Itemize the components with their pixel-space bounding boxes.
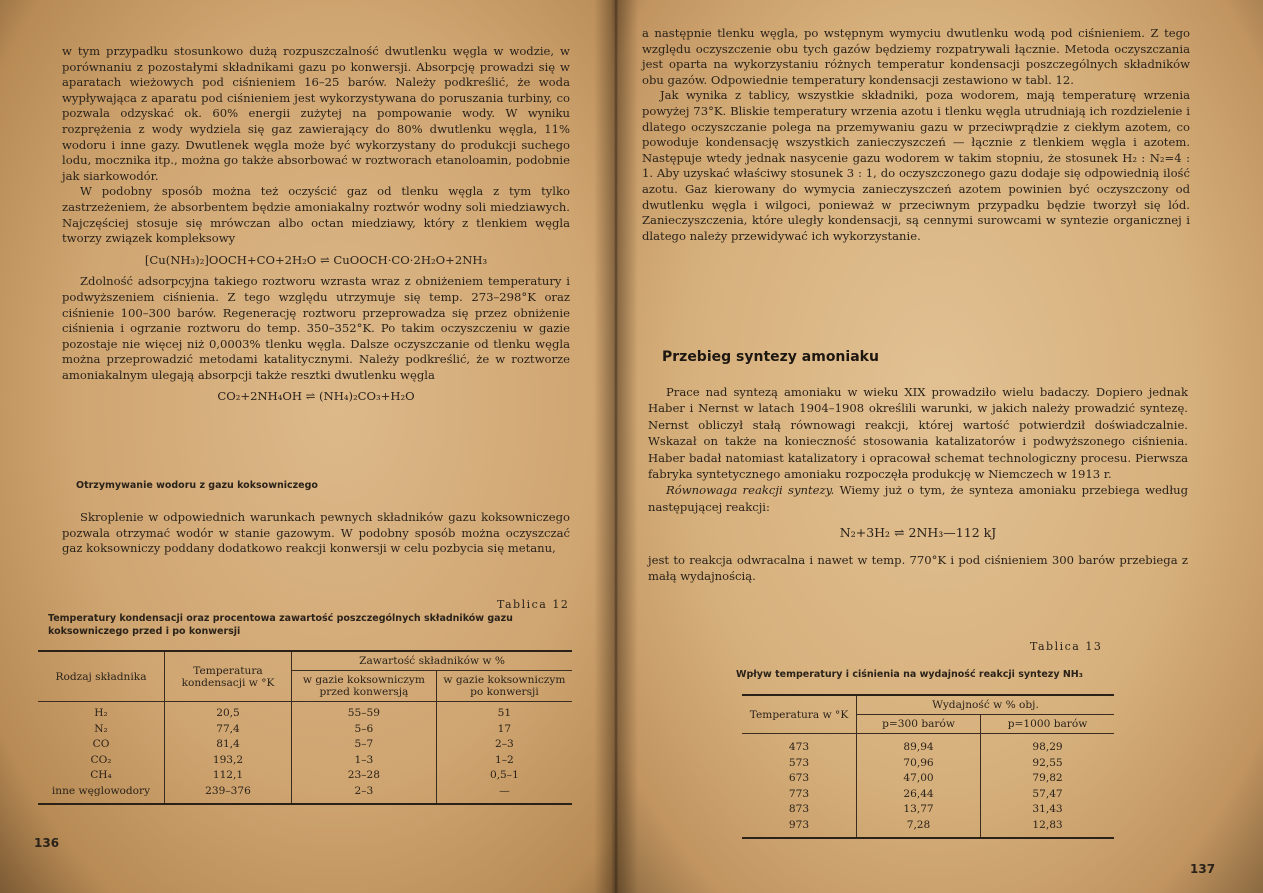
- t12-col-after: [436, 702, 572, 805]
- t13-header-p300: p=300 barów: [857, 715, 981, 734]
- t12-col-before: [292, 702, 437, 805]
- t12-cell: 239–376: [205, 784, 251, 797]
- t13-cell: 773: [788, 787, 810, 800]
- left-subheading: Otrzymywanie wodoru z gazu koksowniczego: [76, 480, 318, 491]
- t12-cell: N₂: [94, 722, 108, 735]
- left-body-text-2: [62, 510, 570, 557]
- t12-cell: 0,5–1: [489, 769, 519, 781]
- t12-cell: CH₄: [90, 769, 112, 781]
- t12-cell: 81,4: [216, 738, 240, 750]
- t12-cell: CO: [92, 738, 110, 750]
- t13-cell: 7,28: [906, 818, 931, 831]
- right-paragraph-4: [648, 482, 1188, 515]
- table-13-caption: Wpływ temperatury i ciśnienia na wydajność reakcji syntezy NH₃: [736, 669, 1083, 680]
- left-page: [0, 0, 612, 893]
- left-body-text: [62, 44, 570, 411]
- t12-cell: 1–3: [354, 753, 374, 766]
- t13-cell: 31,43: [1032, 803, 1063, 815]
- t12-header-after: w gazie koksowniczym po konwersji: [436, 671, 572, 702]
- left-paragraph-3: Zdolność adsorpcyjna takiego roztworu wzrasta wraz z obniżeniem temperatury i podwyższeniem ciśnienia. Z tego względu utrzymuje się temp. 273–298°K oraz ciśnienie 100–300 barów. Regenerację roztworu przeprowadza się przez obniżenie ciśnienia i ogrzanie roztworu do temp. 350–352°K. Po takim oczyszczeniu w gazie pozostaje nie więcej niż 0,0003% tlenku węgla. Dalsze oczyszczanie od tlenku węgla można przeprowadzić metodami katalitycznymi. Należy podkreślić, że w roztworze amoniakalnym ulegają absorpcji także resztki dwutlenku węgla: [62, 274, 570, 382]
- left-paragraph-4: Skroplenie w odpowiednich warunkach pewnych składników gazu koksowniczego pozwala otrzymać wodór w stanie gazowym. W podobny sposób można oczyszczać gaz koksowniczy poddany dodatkowo reakcji konwersji w celu pozbycia się metanu,: [62, 510, 570, 556]
- book-gutter: [594, 0, 638, 893]
- t13-cell: 973: [788, 818, 810, 831]
- t12-cell: 20,5: [216, 707, 240, 719]
- t12-cell: 17: [497, 722, 512, 735]
- t12-cell: 51: [497, 707, 512, 719]
- right-paragraph-2: Jak wynika z tablicy, wszystkie składniki, poza wodorem, mają temperaturę wrzenia powyżej 73°K. Bliskie temperatury wrzenia azotu i tlenku węgla utrudniają ich rozdzielenie i dlatego oczyszczanie polega na przemywaniu gazu w przeciwprądzie z ciekłym azotem, co powoduje kondensację wszystkich zanieczyszczeń — łącznie z tlenkiem węgla i azotem. Następuje wtedy jednak nasycenie gazu wodorem w takim stopniu, że stosunek H₂ : N₂=4 : 1. Aby uzyskać właściwy stosunek 3 : 1, do oczyszczonego gazu dodaje się odpowiednią ilość azotu. Gaz kierowany do wymycia zanieczyszczeń azotem powinien być oczyszczony od dwutlenku węgla i wilgoci, ponieważ w przeciwnym przypadku będzie tworzył się lód. Zanieczyszczenia, które uległy kondensacji, są cennymi surowcami w syntezie organicznej i dlatego należy przewidywać ich wykorzystanie.: [642, 88, 1190, 243]
- table-13: [742, 694, 1114, 839]
- left-paragraph-1: w tym przypadku stosunkowo dużą rozpuszczalność dwutlenku węgla w wodzie, w porównaniu z pozostałymi składnikami gazu po konwersji. Absorpcję prowadzi się w aparatach wieżowych pod ciśnieniem 16–25 barów. Należy podkreślić, że woda wypływająca z aparatu pod ciśnieniem jest wykorzystywana do poruszania turbiny, co pozwala odzyskać ok. 60% energii zużytej na pompowanie wody. W wyniku rozprężenia z wody wydziela się gaz zawierający do 80% dwutlenku węgla, 11% wodoru i inne gazy. Dwutlenek węgla może być wykorzystany do produkcji suchego lodu, mocznika itp., można go także absorbować w roztworach etanoloamin, podobnie jak siarkowodór.: [62, 44, 570, 183]
- right-body-text-2: [648, 384, 1188, 584]
- t12-cell: 2–3: [354, 784, 374, 797]
- t13-cell: 13,77: [903, 803, 934, 815]
- t13-cell: 70,96: [903, 756, 934, 769]
- t12-cell: H₂: [94, 707, 108, 719]
- right-paragraph-5: jest to reakcja odwracalna i nawet w temp. 770°K i pod ciśnieniem 300 barów przebiega z małą wydajnością.: [648, 552, 1188, 584]
- t12-cell: 5–7: [354, 738, 374, 750]
- t13-header-temp: Temperatura w °K: [742, 695, 857, 734]
- right-paragraph-4-italic: Równowaga reakcji syntezy.: [666, 483, 835, 498]
- t12-cell: 77,4: [216, 722, 240, 735]
- t13-cell: 89,94: [903, 741, 934, 753]
- t12-header-content: Zawartość składników w %: [292, 651, 573, 671]
- right-page-number: 137: [1190, 862, 1216, 876]
- t12-cell: 1–2: [495, 753, 514, 766]
- t13-header-p1000: p=1000 barów: [981, 715, 1114, 734]
- left-formula-1: [Cu(NH₃)₂]OOCH+CO+2H₂O ⇌ CuOOCH·CO·2H₂O+2NH₃: [144, 252, 488, 267]
- right-formula: N₂+3H₂ ⇌ 2NH₃—112 kJ: [839, 525, 997, 541]
- table-13-number: Tablica 13: [1030, 640, 1103, 653]
- t12-cell: CO₂: [90, 753, 112, 766]
- left-paragraph-2: W podobny sposób można też oczyścić gaz od tlenku węgla z tym tylko zastrzeżeniem, że absorbentem będzie amoniakalny roztwór wodny soli miedziawych. Najczęściej stosuje się mrówczan albo octan miedziawy, który z tlenkiem węgla tworzy związek kompleksowy: [62, 184, 570, 246]
- t13-cell: 12,83: [1032, 818, 1063, 831]
- right-paragraph-1: a następnie tlenku węgla, po wstępnym wymyciu dwutlenku wodą pod ciśnieniem. Z tego względu oczyszczenie obu tych gazów będziemy rozpatrywali łącznie. Metoda oczyszczania jest oparta na wykorzystaniu różnych temperatur kondensacji poszczególnych składników obu gazów. Odpowiednie temperatury kondensacji zestawiono w tabl. 12.: [642, 26, 1190, 87]
- t13-cell: 673: [788, 772, 810, 784]
- right-body-text: [642, 26, 1190, 244]
- left-page-number: 136: [34, 836, 60, 850]
- t12-header-temp: Temperatura kondensacji w °K: [165, 651, 292, 702]
- t12-cell: 5–6: [354, 722, 374, 735]
- section-heading: Przebieg syntezy amoniaku: [662, 349, 879, 365]
- t13-col-p1000: [981, 734, 1114, 839]
- t13-cell: 47,00: [903, 772, 934, 784]
- right-paragraph-4-text: Wiemy już o tym, że synteza amoniaku przebiega według następującej reakcji:: [648, 483, 1188, 514]
- t13-col-temps: [742, 734, 857, 839]
- t13-cell: 98,29: [1032, 741, 1063, 753]
- t12-cell: inne węglowodory: [51, 784, 151, 797]
- t13-col-p300: [857, 734, 981, 839]
- table-12-number: Tablica 12: [497, 598, 570, 611]
- t12-col-components: [38, 702, 165, 805]
- t13-cell: 79,82: [1032, 772, 1063, 784]
- t13-cell: 873: [788, 803, 810, 815]
- right-page: [612, 0, 1263, 893]
- t13-cell: 473: [788, 741, 810, 753]
- left-formula-2: CO₂+2NH₄OH ⇌ (NH₄)₂CO₃+H₂O: [217, 389, 415, 404]
- t13-cell: 92,55: [1032, 756, 1063, 769]
- t12-cell: —: [499, 784, 510, 797]
- table-12-caption: Temperatury kondensacji oraz procentowa zawartość poszczególnych składników gazu koksowniczego przed i po konwersji: [48, 613, 513, 637]
- t12-cell: 23–28: [347, 769, 381, 781]
- t13-cell: 26,44: [903, 787, 934, 800]
- t13-header-yield: Wydajność w % obj.: [857, 695, 1115, 715]
- t12-cell: 193,2: [212, 753, 244, 766]
- t12-cell: 112,1: [212, 769, 244, 781]
- table-12: [38, 650, 572, 805]
- t12-header-before: w gazie koksowniczym przed konwersją: [292, 671, 437, 702]
- t12-header-component: Rodzaj składnika: [38, 651, 165, 702]
- t12-col-temps: [165, 702, 292, 805]
- t12-cell: 55–59: [347, 707, 381, 719]
- t13-cell: 57,47: [1032, 787, 1063, 800]
- right-paragraph-3: Prace nad syntezą amoniaku w wieku XIX prowadziło wielu badaczy. Dopiero jednak Haber i Nernst w latach 1904–1908 określili warunki, w jakich należy prowadzić syntezę. Nernst obliczył stałą równowagi reakcji, której wartość potwierdził doświadczalnie. Wskazał on także na konieczność stosowania katalizatorów i podwyższonego ciśnienia. Haber badał natomiast katalizatory i opracował schemat technologiczny procesu. Pierwsza fabryka syntetycznego amoniaku rozpoczęła produkcję w Niemczech w 1913 r.: [648, 385, 1188, 482]
- t12-cell: 2–3: [495, 738, 514, 750]
- t13-cell: 573: [788, 756, 810, 769]
